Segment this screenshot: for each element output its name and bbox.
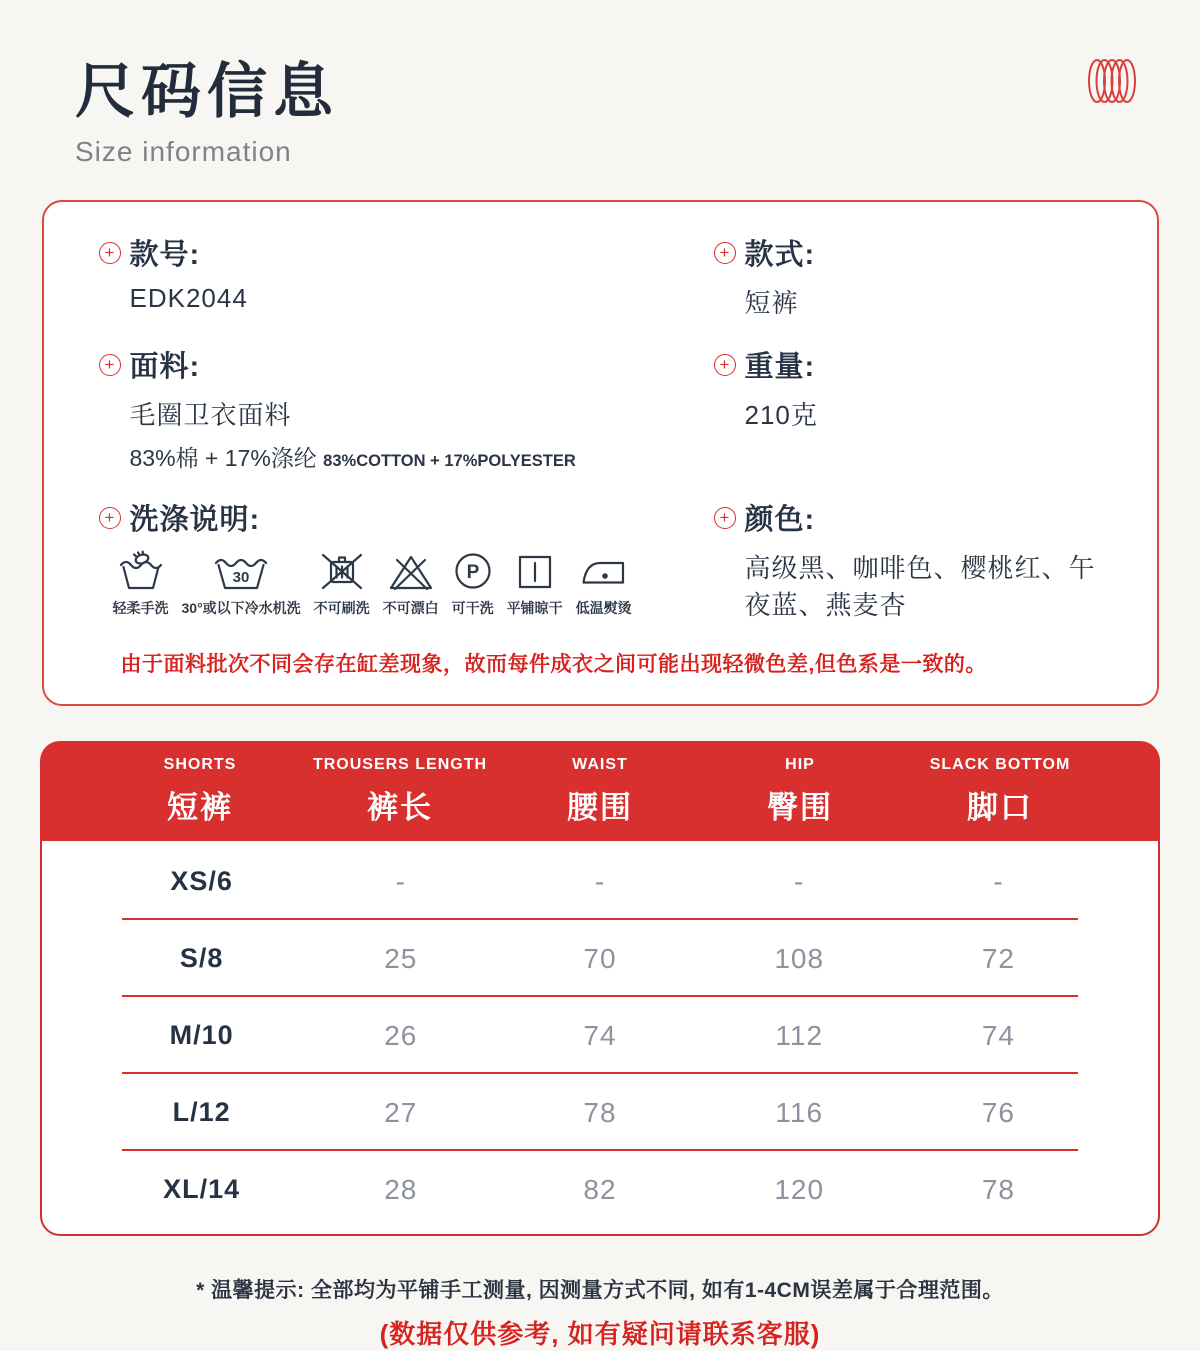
footer-notes [0,1274,1200,1351]
dry-clean-icon [452,550,494,592]
weight-label-row [714,344,1117,385]
wash-caption: 平铺晾干 [506,600,563,616]
size-value: 82 [583,1173,617,1205]
plus-circle-icon: + [99,354,121,376]
size-value: 72 [981,942,1015,974]
size-value: 108 [774,942,825,974]
coil-brand-logo-icon [1086,56,1138,111]
plus-circle-icon: + [99,507,121,529]
size-value: 74 [583,1019,617,1051]
wash-label-row [99,497,659,538]
size-name: L/12 [172,1097,231,1127]
table-row [42,843,1158,920]
size-value: - [993,865,1004,897]
fabric-label-row [99,344,659,385]
wash-label: 洗涤说明: [129,504,261,536]
column-header-cn: 臀围 [767,789,833,825]
style-label-row [714,232,1117,273]
color-label-row [714,497,1117,538]
column-header-cn: 短裤 [167,789,233,825]
plus-circle-icon: + [714,507,736,529]
size-name: M/10 [169,1020,234,1050]
style-number-item [99,232,659,320]
measurement-note: * 温馨提示: 全部均为平铺手工测量, 因测量方式不同, 如有1-4CM误差属于合理范围。 [196,1279,1004,1302]
page-header [0,0,1200,168]
size-value: 70 [583,942,617,974]
fabric-composition-cn: 83%棉 + 17%涤纶 [129,445,324,471]
style-number-label-row [99,232,659,273]
weight-label: 重量: [744,351,816,383]
weight-value: 210克 [744,400,818,430]
wash-icons-row [113,550,659,618]
size-value: 112 [775,1019,824,1051]
wash-item [507,552,563,618]
fabric-composition-en: 83%COTTON + 17%POLYESTER [323,452,576,470]
svg-text:P: P [466,562,480,583]
column-header-en: TROUSERS LENGTH [312,755,488,773]
table-row [42,1151,1158,1228]
wash-item [383,552,439,618]
wash-item [576,552,632,618]
style-value: 短裤 [744,288,799,318]
size-value: 116 [775,1096,824,1128]
wash-caption: 低温熨烫 [575,600,632,616]
fabric-value: 毛圈卫衣面料 [129,400,292,430]
size-value: 25 [384,942,418,974]
wash-item [113,550,169,618]
product-info-box [42,200,1159,706]
weight-item [714,344,1117,473]
table-row [42,1074,1158,1151]
column-header-en: SLACK BOTTOM [929,755,1071,773]
wash-instructions-item [99,497,659,622]
size-value: 28 [384,1173,418,1205]
dry-flat-icon [513,552,557,592]
product-info-grid [99,232,1117,622]
dye-lot-note: 由于面料批次不同会存在缸差现象，故而每件成衣之间可能出现轻微色差,但色系是一致的。 [120,653,987,676]
size-value: - [794,865,805,897]
page-title: 尺码信息 [75,58,339,125]
size-table-header [40,741,1160,841]
color-label: 颜色: [744,504,816,536]
plus-circle-icon: + [714,242,736,264]
style-item [714,232,1117,320]
fabric-composition [130,440,659,473]
table-row [42,997,1158,1074]
color-item [714,497,1117,622]
column-header [900,756,1100,827]
size-value: 26 [384,1019,418,1051]
no-scrub-icon [319,550,365,592]
iron-low-icon [580,552,628,592]
column-header-cn: 裤长 [367,789,433,825]
size-name: S/8 [179,943,224,973]
wash-item [182,550,301,618]
reference-warning: (数据仅供参考, 如有疑问请联系客服) [379,1319,821,1349]
column-header-en: SHORTS [163,755,237,773]
size-value: 76 [981,1096,1015,1128]
wash-item [452,550,494,618]
wash-caption: 轻柔手洗 [112,600,169,616]
wash-caption: 可干洗 [451,600,494,616]
plus-circle-icon: + [99,242,121,264]
size-table [40,741,1160,1236]
svg-text:30: 30 [232,569,250,586]
wash-caption: 不可刷洗 [313,600,370,616]
size-value: 78 [583,1096,617,1128]
column-header [500,756,700,827]
column-header [300,756,500,827]
column-header-en: HIP [785,755,815,773]
size-value: - [395,865,406,897]
size-name: XL/14 [163,1174,241,1204]
column-header [700,756,900,827]
size-value: 74 [981,1019,1015,1051]
column-header-cn: 脚口 [967,789,1033,825]
column-header [100,756,300,827]
table-row [42,920,1158,997]
plus-circle-icon: + [714,354,736,376]
no-bleach-icon [388,552,434,592]
wash-caption: 30°或以下冷水机洗 [181,600,301,616]
machine-wash-30-icon [212,550,270,592]
size-value: 120 [774,1173,825,1205]
hand-wash-icon [118,550,164,592]
column-header-en: WAIST [572,755,628,773]
style-label: 款式: [744,239,816,271]
size-value: 78 [981,1173,1015,1205]
page-subtitle: Size information [75,136,292,167]
size-value: 27 [384,1096,418,1128]
size-table-body [40,841,1160,1236]
fabric-item [99,344,659,473]
style-number-value: EDK2044 [129,283,248,313]
wash-item [314,550,370,618]
size-name: XS/6 [170,866,233,896]
wash-caption: 不可漂白 [382,600,439,616]
fabric-label: 面料: [129,351,201,383]
style-number-label: 款号: [129,239,201,271]
column-header-cn: 腰围 [567,789,633,825]
size-value: - [594,865,606,897]
color-value: 高级黑、咖啡色、樱桃红、午夜蓝、燕麦杏 [744,553,1096,620]
